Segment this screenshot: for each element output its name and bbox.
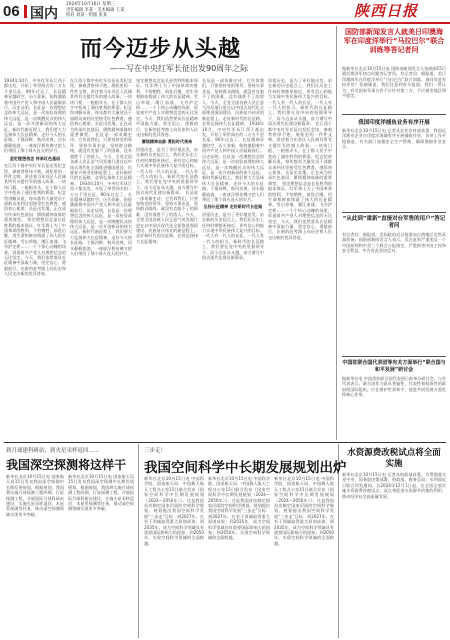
bottom-right-column-2: 新华社北京10月15日电 中国科学院、国家航天局、中国载人航天工程办公室15日联合发布《国家空间科学中长期发展规划（2024—2050年）》。这是我国首次制定国家层面的空间科学规划。规划提出我国空间科学发展“三步走”目标：到2027年，在若干领域取得重大原创成果；到2035年，成为空间科学领域具有重要国际影响力的国家；到2050年，实现空间科学领域的全面跨越。 [208,476,270,541]
column-text: 1934年10月，中央红军从江西于都出发，开始了举世闻名的二万五千里长征。90年过去了，长征精神穿越时空，历久弥新，始终激励着中国共产党人和中国人民砥砺前行。历史证明，长征是一次理想信念的伟大远征，是一次检验真理的伟大远征，是一次唤醒民众的伟大远征，是一次开创新局的伟大远征。新时代新征程上，我们要大力弘扬伟大长征精神，走好今天的长征路。于都河畔，秋风送爽，河水静静流淌，一座座浮桥仿佛又把人们带回了那个烽火连天的岁月。 [70,180,132,256]
bottom-left-kicker: 到月球建科研站，到火星采样返回…… [6,448,100,454]
header-rule [0,22,450,24]
bottom-right-column-3: 新华社北京10月15日电 中国科学院、国家航天局、中国载人航天工程办公室15日联合发布《国家空间科学中长期发展规划（2024—2050年）》。这是我国首次制定国家层面的空间科学规划。规划提出我国空间科学发展“三步走”目标：到2027年，在若干领域取得重大原创成果；到2035年，成为空间科学领域具有重要国际影响力的国家；到2050年，实现空间科学领域的全面跨越。 [274,476,334,546]
box5-text: 新华社北京10月15日电 记者从财政部获悉，为贯彻落实党中央、国务院决策部署，财政部、税务总局、水利部近日联合印发通知，自2024年12月1日起，在全国全面实施水资源费改税试点。试点将促进水资源节约集约利用，推动经济社会高质量发展。 [342,472,446,499]
meta-line: 责任编辑 李某 · 美术编辑 王某 [66,7,125,13]
box3-text: 有记者问：据报道，美国政府近日批准向台湾地区出售武器装备。国防部新闻发言人表示，美方此举严重违反一个中国原则和中美三个联合公报规定，严重损害中国主权和安全利益，中方对此坚决反对。 [342,232,446,254]
subhead: 坚定理想信念 传承红色基因 [9,155,61,161]
column-text: 在江西于都中央红军长征出发纪念馆，参观者络绎不绝。展柜里的一件件文物，讲述着当年苏区人民倾其所有支援红军的感人故事。一块块门板、一根根木头，在于都人民手中变成了通往胜利的桥梁。纪念馆讲解员说，每年都有大量党员干部群众来到这里接受红色教育，感悟初心使命。长征出发地，正在成为传承红色基因、赓续精神血脉的重要课堂。 [70,78,132,138]
page-header [0,0,450,22]
section-marker [24,5,27,18]
column-divider [138,444,139,638]
lead-column-4 [202,78,264,438]
column-text: 1934年10月，中央红军从江西于都出发，开始了举世闻名的二万五千里长征。90年过去了，长征精神穿越时空，历久弥新，始终激励着中国共产党人和中国人民砥砺前行。历史证明，长征是一次理想信念的伟大远征，是一次检验真理的伟大远征，是一次唤醒民众的伟大远征，是一次开创新局的伟大远征。新时代新征程上，我们要大力弘扬伟大长征精神，走好今天的长征路。于都河畔，秋风送爽，河水静静流淌，一座座浮桥仿佛又把人们带回了那个烽火连天的岁月。 [4,78,66,154]
column-text: 回望历史，是为了更好地出发。站在新的历史起点上，我们比历史上任何时期都更接近、更有信心和能力实现中华民族伟大复兴的目标。一代人有一代人的长征，一代人有一代人的担当。新时代的长征路上，我们要在党中央的坚强领导下，而今迈步从头越，奋力谱写中国式现代化建设新篇章。 [202,211,264,260]
column-divider [336,26,337,440]
column-text: 坚定理想信念是长征胜利的根本保证。红军将士为了中国革命的胜利，不怕牺牲、前赴后继，用生命和鲜血铸就了伟大的长征精神。雪山草地、湘江血战、飞夺泸定桥……一个个惊心动魄的场景，诉说着共产党人对理想信念的无比坚定。今天，我们依然要从长征精神中汲取力量，坚定信心、勇毅前行，在新的赶考路上向历史和人民交出新的优异答卷。 [268,180,332,240]
lead-column-2 [70,78,132,438]
column-text: 长征是一部英雄史诗。它告诉我们，只要坚持党的领导、坚持实事求是、坚持群众路线，就没有克服不了的困难，没有战胜不了的敌人。今天，全党全国各族人民正意气风发地行进在以中国式现代化全面推进强国建设、民族复兴伟业的新征程上。走好新时代的长征路，必须弘扬伟大长征精神。 [70,132,132,186]
column-text: 回望历史，是为了更好地出发。站在新的历史起点上，我们比历史上任何时期都更接近、更有信心和能力实现中华民族伟大复兴的目标。一代人有一代人的长征，一代人有一代人的担当。新时代的长征路上，我们要在党中央的坚强领导下，而今迈步从头越，奋力谱写中国式现代化建设新篇章。 [268,78,332,127]
box1-title: 国防部新闻发言人就美日印澳海军在印度洋举行“马拉巴尔”联合训练等答记者问 [343,28,445,54]
box-divider [342,212,446,213]
section-name: 国内 [30,6,58,22]
column-text: 1934年10月，中央红军从江西于都出发，开始了举世闻名的二万五千里长征。90年过去了，长征精神穿越时空，历久弥新，始终激励着中国共产党人和中国人民砥砺前行。历史证明，长征是一次理想信念的伟大远征，是一次检验真理的伟大远征，是一次唤醒民众的伟大远征，是一次开创新局的伟大远征。新时代新征程上，我们要大力弘扬伟大长征精神，走好今天的长征路。于都河畔，秋风送爽，河水静静流淌，一座座浮桥仿佛又把人们带回了那个烽火连天的岁月。 [202,121,264,202]
column-text: 回望历史，是为了更好地出发。站在新的历史起点上，我们比历史上任何时期都更接近、更有信心和能力实现中华民族伟大复兴的目标。一代人有一代人的长征，一代人有一代人的担当。新时代的长征路上，我们要在党中央的坚强领导下，而今迈步从头越，奋力谱写中国式现代化建设新篇章。 [136,146,198,196]
column-text: 坚定理想信念是长征胜利的根本保证。红军将士为了中国革命的胜利，不怕牺牲、前赴后继，用生命和鲜血铸就了伟大的长征精神。雪山草地、湘江血战、飞夺泸定桥……一个个惊心动魄的场景，诉说着共产党人对理想信念的无比坚定。今天，我们依然要从长征精神中汲取力量，坚定信心、勇毅前行，在新的赶考路上向历史和人民交出新的优异答卷。 [4,217,66,277]
meta-line: 2024年10月16日 星期三 [66,2,116,7]
lead-subheadline: ——写在中央红军长征出发90周年之际 [110,64,249,73]
lead-headline: 而今迈步从头越 [80,36,242,62]
lead-column-5 [268,78,332,438]
lead-column-3 [136,78,198,438]
column-text: 在江西于都中央红军长征出发纪念馆，参观者络绎不绝。展柜里的一件件文物，讲述着当年苏区人民倾其所有支援红军的感人故事。一块块门板、一根根木头，在于都人民手中变成了通往胜利的桥梁。纪念馆讲解员说，每年都有大量党员干部群众来到这里接受红色教育，感悟初心使命。长征出发地，正在成为传承红色基因、赓续精神血脉的重要课堂。 [4,163,66,223]
bottom-left-column-1: 新华社北京10月15日电 国家航天局15日发布我国深空探测中长期发展规划。根据规划，我国将实施月球探测工程四期、行星探测工程，开展国际月球科研站建设，实施火星采样返回、木星系探测等任务，推动深空探测领域实现更多突破。 [6,474,64,517]
box4-text: 据新华社电 中国常驻联合国代表团日前举办研讨会。与会代表表示，联合国作为最具普遍性、代表性和权威性的政府间国际组织，应在维护世界和平、促进共同发展方面发挥核心作用。 [342,376,446,398]
box2-text: 新华社北京10月15日电 记者从农业农村部获悉，我国远洋渔业企业在印度洋海域有序开展捕鱼作业，各项工作平稳推进。有关部门加强安全生产管理，确保渔船作业安全。 [342,128,446,150]
lead-column-1 [4,78,66,438]
bottom-left-headline: 我国深空探测将这样干 [6,458,127,472]
box1-text: 据新华社北京10月15日电 国防部新闻发言人张晓刚15日就近期涉军热点问题答记者问。有记者问：据报道，美日印澳海军在印度洋举行“马拉巴尔”联合训练，请问对此有何评论？张晓刚说，我们注意到有关报道。我们一贯认为，有关国家军事合作不应针对第三方，不应损害地区和平稳定。 [342,66,446,99]
column-text: 在江西于都中央红军长征出发纪念馆，参观者络绎不绝。展柜里的一件件文物，讲述着当年苏区人民倾其所有支援红军的感人故事。一块块门板、一根根木头，在于都人民手中变成了通往胜利的桥梁。纪念馆讲解员说，每年都有大量党员干部群众来到这里接受红色教育，感悟初心使命。长征出发地，正在成为传承红色基因、赓续精神血脉的重要课堂。 [268,121,332,186]
subhead: 赓续精神血脉 勇担时代使命 [141,139,193,145]
subhead: 弘扬长征精神 走好新时代长征路 [203,204,263,210]
bottom-right-kicker: 三步走！ [144,448,167,454]
meta-line: 校对 刘某 · 组版 张某 [66,13,108,19]
box3-title: “从此到”重新”直接对台军售的用户”答记者问 [342,216,446,229]
box4-title: 中国驻联合国代表团等有关方面举行“联合国与和平发展”研讨会 [342,360,446,373]
box5-title: 水资源费改税试点将全面实施 [347,448,441,469]
box-divider [342,356,446,357]
column-text: 长征是一部英雄史诗。它告诉我们，只要坚持党的领导、坚持实事求是、坚持群众路线，就没有克服不了的困难，没有战胜不了的敌人。今天，全党全国各族人民正意气风发地行进在以中国式现代化全面推进强国建设、民族复兴伟业的新征程上。走好新时代的长征路，必须弘扬伟大长征精神。 [136,190,198,244]
newspaper-logo: 陕西日报 [354,2,419,20]
bottom-right-headline: 我国空间科学中长期发展规划出炉 [144,460,347,476]
bottom-section-rule [4,442,446,443]
bottom-left-column-2: 新华社北京10月15日电 国家航天局15日发布我国深空探测中长期发展规划。根据规划，我国将实施月球探测工程四期、行星探测工程，开展国际月球科研站建设，实施火星采样返回、木星系探测等任务，推动深空探测领域实现更多突破。 [68,474,134,512]
bottom-right-column-1: 新华社北京10月15日电 中国科学院、国家航天局、中国载人航天工程办公室15日联合发布《国家空间科学中长期发展规划（2024—2050年）》。这是我国首次制定国家层面的空间科学规划。规划提出我国空间科学发展“三步走”目标：到2027年，在若干领域取得重大原创成果；到2035年，成为空间科学领域具有重要国际影响力的国家；到2050年，实现空间科学领域的全面跨越。 [144,476,204,546]
page-number: 06 [3,3,20,20]
column-text: 坚定理想信念是长征胜利的根本保证。红军将士为了中国革命的胜利，不怕牺牲、前赴后继，用生命和鲜血铸就了伟大的长征精神。雪山草地、湘江血战、飞夺泸定桥……一个个惊心动魄的场景，诉说着共产党人对理想信念的无比坚定。今天，我们依然要从长征精神中汲取力量，坚定信心、勇毅前行，在新的赶考路上向历史和人民交出新的优异答卷。 [136,78,198,138]
column-text: 长征是一部英雄史诗。它告诉我们，只要坚持党的领导、坚持实事求是、坚持群众路线，就没有克服不了的困难，没有战胜不了的敌人。今天，全党全国各族人民正意气风发地行进在以中国式现代化全面推进强国建设、民族复兴伟业的新征程上。走好新时代的长征路，必须弘扬伟大长征精神。 [202,78,264,127]
box-divider [342,114,446,115]
page-meta [66,2,124,19]
box2-title: 我国印度洋捕鱼业务有序开展 [358,120,430,126]
